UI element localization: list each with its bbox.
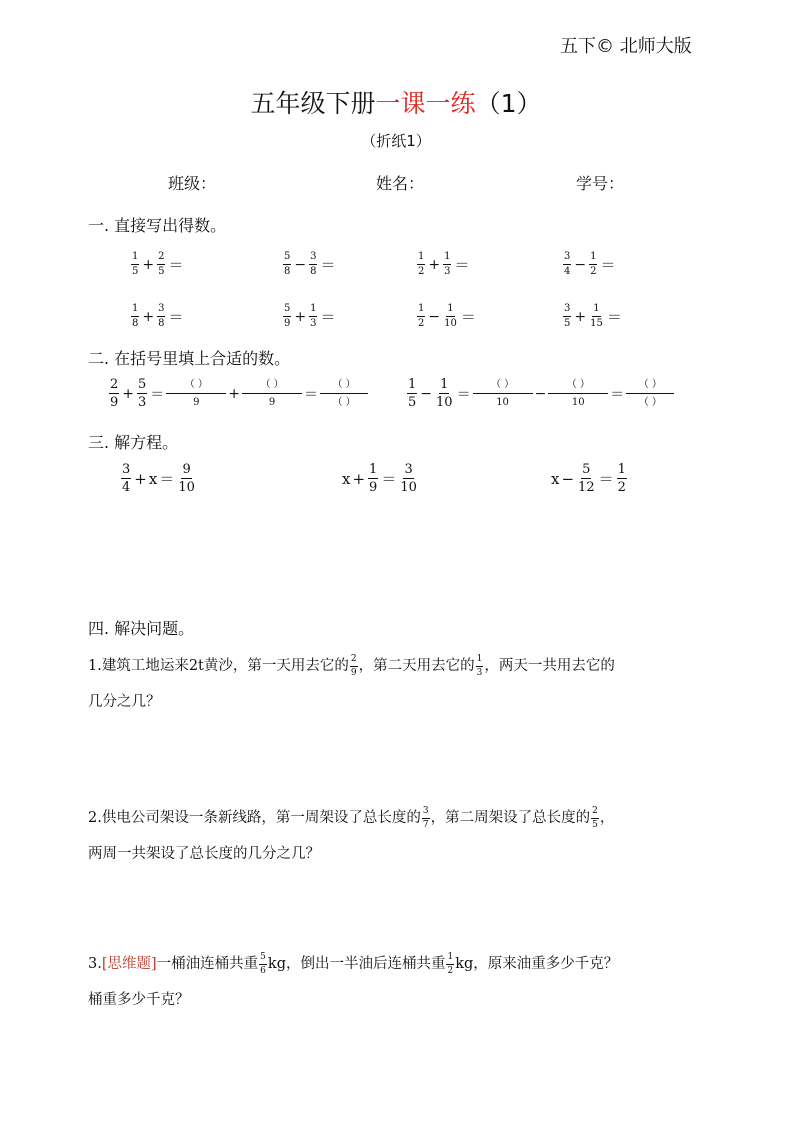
fraction: $\frac{1}{5}$ xyxy=(408,377,417,410)
fraction: $\frac{5}{8}$ xyxy=(284,251,291,277)
fraction: $\frac{5}{12}$ xyxy=(578,462,595,495)
fraction: $\frac{1}{3}$ xyxy=(476,653,483,678)
answer-blank[interactable]: （ ） （ ） xyxy=(320,380,368,408)
answer-blank[interactable]: （ ） 9 xyxy=(166,380,226,408)
fraction: $\frac{2}{5}$ xyxy=(158,251,165,277)
fraction: $\frac{3}{10}$ xyxy=(400,462,417,495)
thinking-question-tag: [思维题] xyxy=(101,956,157,972)
answer-blank[interactable]: （ ） 9 xyxy=(242,380,302,408)
fraction: $\frac{2}{9}$ xyxy=(110,377,119,410)
fraction: $\frac{1}{10}$ xyxy=(444,303,457,329)
fraction: $\frac{1}{9}$ xyxy=(369,462,378,495)
equation-1: $\frac{3}{4}$ + x ＝ $\frac{9}{10}$ xyxy=(122,462,195,495)
header-corner: 五下© 北师大版 xyxy=(560,36,692,57)
section4-heading: 四. 解决问题。 xyxy=(88,619,195,638)
mental-math-item: $\frac{1}{2}$ − $\frac{1}{10}$ ＝ xyxy=(418,303,476,329)
fraction: $\frac{2}{5}$ xyxy=(592,805,598,830)
fraction: $\frac{1}{2}$ xyxy=(418,251,425,277)
title-part2: 一课一练 xyxy=(375,89,476,118)
question-2: 2.供电公司架设一条新线路，第一周架设了总长度的 $\frac{3}{7}$ ，第二周架设了总长度的 $\frac{2}{5}$ ， 两周一共架设了总长度的几分之几？ xyxy=(88,805,615,862)
fraction: $\frac{3}{5}$ xyxy=(564,303,571,329)
mental-math-item: $\frac{1}{8}$ + $\frac{3}{8}$ ＝ xyxy=(132,303,184,329)
title-part3: （1） xyxy=(475,89,542,118)
mental-math-item: $\frac{3}{4}$ − $\frac{1}{2}$ ＝ xyxy=(564,251,616,277)
fraction: $\frac{3}{4}$ xyxy=(564,251,571,277)
fraction: $\frac{1}{3}$ xyxy=(444,251,451,277)
answer-blank[interactable]: （ ） 10 xyxy=(473,380,533,408)
answer-blank[interactable]: （ ） 10 xyxy=(548,380,608,408)
fraction: $\frac{1}{8}$ xyxy=(132,303,139,329)
mental-math-item: $\frac{1}{5}$ + $\frac{2}{5}$ ＝ xyxy=(132,251,184,277)
title-part1: 五年级下册 xyxy=(250,89,376,118)
mental-math-item: $\frac{1}{2}$ + $\frac{1}{3}$ ＝ xyxy=(418,251,470,277)
fraction: $\frac{3}{7}$ xyxy=(422,805,429,830)
section2-heading: 二. 在括号里填上合适的数。 xyxy=(88,349,291,368)
mental-math-item: $\frac{5}{8}$ − $\frac{3}{8}$ ＝ xyxy=(284,251,336,277)
mental-math-item: $\frac{3}{5}$ + $\frac{1}{15}$ ＝ xyxy=(564,303,622,329)
question-3: 3.[思维题]一桶油连桶共重 $\frac{5}{6}$ kg，倒出一半油后连桶共重 $\frac{1}{2}$ kg，原来油重多少千克？ 桶重多少千克？ xyxy=(88,951,619,1008)
equation-2: x + $\frac{1}{9}$ ＝ $\frac{3}{10}$ xyxy=(342,462,417,495)
fraction: $\frac{1}{10}$ xyxy=(436,377,453,410)
fraction: $\frac{2}{9}$ xyxy=(350,653,357,678)
answer-blank[interactable]: （ ） （ ） xyxy=(626,380,674,408)
section2-right-expression: $\frac{1}{5}$ − $\frac{1}{10}$ ＝ （ ） 10 − （ ） 10 ＝ （ ） （ ） xyxy=(406,378,674,409)
fraction: $\frac{5}{9}$ xyxy=(284,303,291,329)
fraction: $\frac{1}{2}$ xyxy=(447,951,454,976)
section2-left-expression: $\frac{2}{9}$ + $\frac{5}{3}$ ＝ （ ） 9 + （ ） 9 ＝ （ ） （ ） xyxy=(108,378,368,409)
page-title xyxy=(0,84,792,120)
fraction: $\frac{1}{3}$ xyxy=(310,303,317,329)
fraction: $\frac{1}{2}$ xyxy=(590,251,597,277)
page-subtitle: （折纸1） xyxy=(361,132,431,150)
section1-heading: 一. 直接写出得数。 xyxy=(88,216,227,235)
fraction: $\frac{9}{10}$ xyxy=(178,462,195,495)
fraction: $\frac{5}{6}$ xyxy=(260,951,266,976)
fraction: $\frac{1}{15}$ xyxy=(590,303,603,329)
student-id-label: 学号： xyxy=(576,174,625,193)
name-label: 姓名： xyxy=(376,174,425,193)
fraction: $\frac{1}{2}$ xyxy=(617,462,626,495)
fraction: $\frac{1}{5}$ xyxy=(132,251,139,277)
class-label: 班级： xyxy=(168,174,217,193)
mental-math-item: $\frac{5}{9}$ + $\frac{1}{3}$ ＝ xyxy=(284,303,336,329)
question-1: 1.建筑工地运来2t黄沙，第一天用去它的 $\frac{2}{9}$ ，第二天用去它的 $\frac{1}{3}$ ，两天一共用去它的 几分之几？ xyxy=(88,653,615,710)
fraction: $\frac{3}{8}$ xyxy=(310,251,317,277)
fraction: $\frac{5}{3}$ xyxy=(138,377,147,410)
equation-3: x − $\frac{5}{12}$ ＝ $\frac{1}{2}$ xyxy=(551,462,626,495)
fraction: $\frac{1}{2}$ xyxy=(418,303,425,329)
fraction: $\frac{3}{8}$ xyxy=(158,303,165,329)
fraction: $\frac{3}{4}$ xyxy=(122,462,131,495)
section3-heading: 三. 解方程。 xyxy=(88,433,179,452)
